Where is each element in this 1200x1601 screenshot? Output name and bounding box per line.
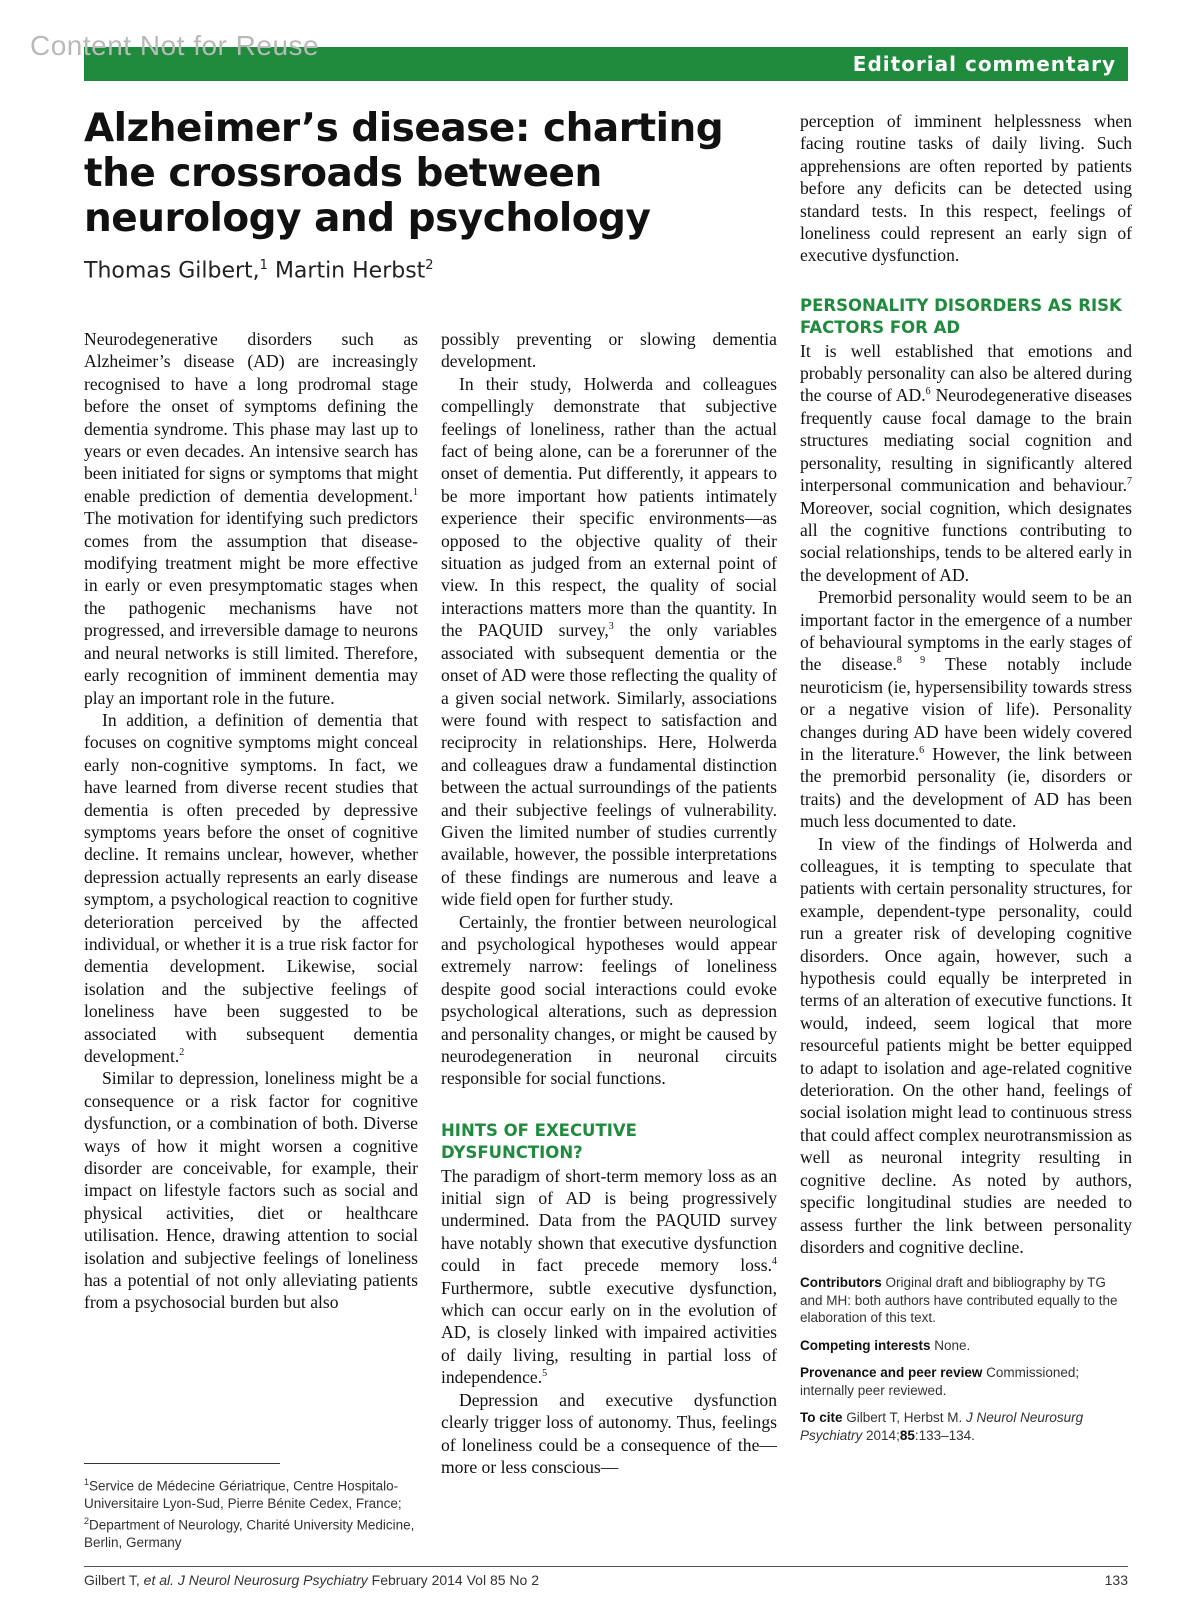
reference-marker: 8 9: [896, 655, 926, 667]
meta-text: Gilbert T, Herbst M.: [842, 1410, 967, 1426]
paragraph: In view of the findings of Holwerda and colleagues, it is tempting to speculate that patients with certain personality structures, for example, dependent-type personality, could run a greater risk of developing cognitive disorders. Once again, however, such a hypothesis could equally be interpreted in terms of an alteration of executive functions. It would, indeed, seem logical that more resourceful patients might be better equipped to adapt to isolation and age-related cognitive deterioration. On the other hand, feelings of social isolation might lead to continuous stress that could affect complex neurotransmission as well as neuronal integrity resulting in cognitive decline. As noted by authors, specific longitudinal studies are needed to assess further the link between personality disorders and cognitive decline.: [800, 833, 1132, 1257]
text-run: However, the link between the premorbid personality (ie, disorders or traits) and the development of AD has been much less documented to date.: [800, 743, 1133, 832]
page-number: 133: [1104, 1572, 1128, 1588]
footnote-number: 1: [84, 1477, 90, 1487]
text-run: Moreover, social cognition, which designates all the cognitive functions contributing to social relationships, tends to be altered early in the development of AD.: [800, 497, 1132, 585]
footer-text: Gilbert T,: [84, 1572, 144, 1588]
meta-text: :133–134.: [914, 1427, 975, 1443]
meta-text: None.: [930, 1337, 971, 1353]
author-affiliation: 1: [259, 258, 268, 273]
footer-text: et al.: [143, 1572, 175, 1588]
text-run: Neurodegenerative disorders such as Alzheimer’s disease (AD) are increasingly recognised to have a long prodromal stage before the onset of symptoms defining the dementia syndrome. This phase may last up to years or even decades. An intensive search has been initiated for signs or symptoms that might enable prediction of dementia development.: [84, 329, 418, 506]
paragraph: Depression and executive dysfunction clearly trigger loss of autonomy. Thus, feelings of loneliness could be a consequence of the—more or less conscious—: [441, 1389, 777, 1477]
contributors-note: [800, 1274, 1132, 1327]
section-heading: HINTS OF EXECUTIVE DYSFUNCTION?: [441, 1120, 637, 1163]
footnote-number: 2: [84, 1515, 90, 1526]
reference-marker: 4: [772, 1256, 777, 1268]
affiliation-footnotes: [84, 1474, 424, 1551]
meta-label: Provenance and peer review: [800, 1365, 983, 1381]
footnote: [84, 1474, 424, 1513]
reference-marker: 3: [608, 621, 614, 633]
paragraph: [84, 328, 418, 709]
text-run: The motivation for identifying such predictors comes from the assumption that disease-modifying treatment might be more effective in early or even presymptomatic stages when the pathogenic mechanisms have not progressed, and irreversible damage to neurons and neural networks is still limited. Therefore, early recognition of imminent dementia may play an important role in the future.: [84, 508, 418, 708]
meta-label: Competing interests: [800, 1337, 931, 1353]
volume-number: 85: [899, 1427, 915, 1443]
paragraph: [84, 709, 418, 1068]
footer-citation: [84, 1572, 539, 1588]
meta-text: Original draft and bibliography by TG and MH: both authors have contributed equally to the elaboration of this text.: [800, 1275, 1118, 1326]
author-affiliation: 2: [425, 258, 434, 273]
meta-label: To cite: [800, 1410, 843, 1426]
journal-name: J Neurol Neurosurg Psychiatry: [800, 1410, 1084, 1443]
paragraph: possibly preventing or slowing dementia development.: [441, 329, 777, 372]
reference-marker: 5: [542, 1368, 548, 1380]
author-name: Thomas Gilbert,: [84, 258, 260, 284]
reference-marker: 2: [179, 1047, 185, 1059]
paragraph: Similar to depression, loneliness might be a consequence or a risk factor for cognitive dysfunction, or a combination of both. Diverse ways of how it might worsen a cognitive disorder are conceivable, for example, their impact on lifestyle factors such as social and physical activities, diet or healthcare utilisation. Hence, drawing attention to social isolation and subjective feelings of loneliness has a potential of not only alleviating patients from a psychosocial burden but also: [84, 1068, 418, 1313]
footnote-divider: [84, 1463, 280, 1464]
article-title: Alzheimer’s disease: charting the crossroads between neurology and psychology: [84, 106, 724, 241]
text-run: These notably include neuroticism (ie, hypersensibility towards stress or a negative vision of life). Personality changes during AD have been widely covered in the literature.: [800, 654, 1132, 764]
paragraph: [441, 373, 777, 911]
text-run: Furthermore, subtle executive dysfunction, which can occur early on in the evolution of AD, is closely linked with impaired activities of daily living, resulting in partial loss of independence.: [441, 1277, 777, 1388]
text-run: In their study, Holwerda and colleagues compellingly demonstrate that subjective feelings of loneliness, rather than the actual fact of being alone, can be a forerunner of the onset of dementia. Put differently, it appears to be more important how patients intimately experience their specific environments—as opposed to the objective quality of their situation as judged from an external point of view. In this respect, the quality of social interactions matters more than the quantity. In the PAQUID survey,: [441, 373, 777, 641]
meta-text: Commissioned; internally peer reviewed.: [800, 1365, 1080, 1398]
meta-text: 2014;: [862, 1427, 900, 1443]
meta-label: Contributors: [800, 1275, 882, 1291]
footer-text: February 2014 Vol 85 No 2: [367, 1572, 539, 1588]
paragraph: [800, 586, 1132, 832]
citation-note: [800, 1409, 1132, 1444]
text-run: Neurodegenerative diseases frequently cause focal damage to the brain structures mediating social cognition and personality, resulting in significantly altered interpersonal communication and behaviour.: [800, 385, 1132, 496]
paragraph: [441, 1165, 777, 1389]
text-run: Premorbid personality would seem to be an important factor in the emergence of a number of behavioural symptoms in the early stages of the disease.: [800, 587, 1132, 675]
footer-divider: [84, 1566, 1128, 1567]
text-run: It is well established that emotions and probably personality can also be altered during the course of AD.: [800, 340, 1132, 406]
author-name: Martin Herbst: [274, 258, 426, 284]
reference-marker: 6: [925, 386, 931, 398]
text-run: the only variables associated with subsequent dementia or the onset of AD were those reflecting the quality of a given social network. Similarly, associations were found with respect to satisfaction and reciprocity in relationships. Here, Holwerda and colleagues draw a fundamental distinction between the actual surroundings of the patients and their subjective feelings of vulnerability. Given the limited number of studies currently available, however, the possible interpretations of these findings are numerous and leave a wide field open for further study.: [441, 620, 777, 910]
column-3: [800, 110, 1132, 1444]
footnote-text: Service de Médecine Gériatrique, Centre Hospitalo-Universitaire Lyon-Sud, Pierre Bénite Cedex, France;: [84, 1478, 402, 1511]
footnote-text: Department of Neurology, Charité University Medicine, Berlin, Germany: [84, 1517, 415, 1550]
author-list: [84, 258, 434, 283]
competing-interests-note: [800, 1337, 1132, 1355]
column-1: [84, 328, 418, 1314]
footer-journal: J Neurol Neurosurg Psychiatry: [174, 1572, 368, 1588]
paragraph: perception of imminent helplessness when facing routine tasks of daily living. Such apprehensions are often reported by patients before any deficits can be detected using standard tests. In this respect, feelings of loneliness could represent an early sign of executive dysfunction.: [800, 111, 1132, 266]
paragraph: [800, 340, 1132, 586]
text-run: In addition, a definition of dementia that focuses on cognitive symptoms might conceal early non-cognitive symptoms. In fact, we have learned from diverse recent studies that dementia is often preceded by depressive symptoms years before the onset of cognitive decline. It remains unclear, however, whether depression actually represents an early disease symptom, a psychological reaction to cognitive deterioration perceived by the affected individual, or whether it is a true risk factor for dementia development. Likewise, social isolation and the subjective feelings of loneliness have been suggested to be associated with subsequent dementia development.: [84, 709, 418, 1066]
watermark: Content Not for Reuse: [30, 30, 320, 61]
footnote: [84, 1513, 424, 1552]
section-label: Editorial commentary: [852, 52, 1116, 76]
reference-marker: 1: [413, 486, 418, 498]
reference-marker: 7: [1127, 476, 1132, 488]
reference-marker: 6: [919, 745, 925, 757]
paragraph: Certainly, the frontier between neurological and psychological hypotheses would appear extremely narrow: feelings of loneliness despite good social interactions could evoke psychological alterations, such as depression and personality changes, or might be caused by neurodegeneration in neuronal circuits responsible for social functions.: [441, 911, 777, 1089]
provenance-note: [800, 1364, 1132, 1399]
column-2: [441, 328, 777, 1478]
text-run: The paradigm of short-term memory loss as an initial sign of AD is being progressively undermined. Data from the PAQUID survey have notably shown that executive dysfunction could in fact precede memory loss.: [441, 1165, 777, 1276]
section-heading: PERSONALITY DISORDERS AS RISK FACTORS FOR AD: [800, 295, 1122, 338]
